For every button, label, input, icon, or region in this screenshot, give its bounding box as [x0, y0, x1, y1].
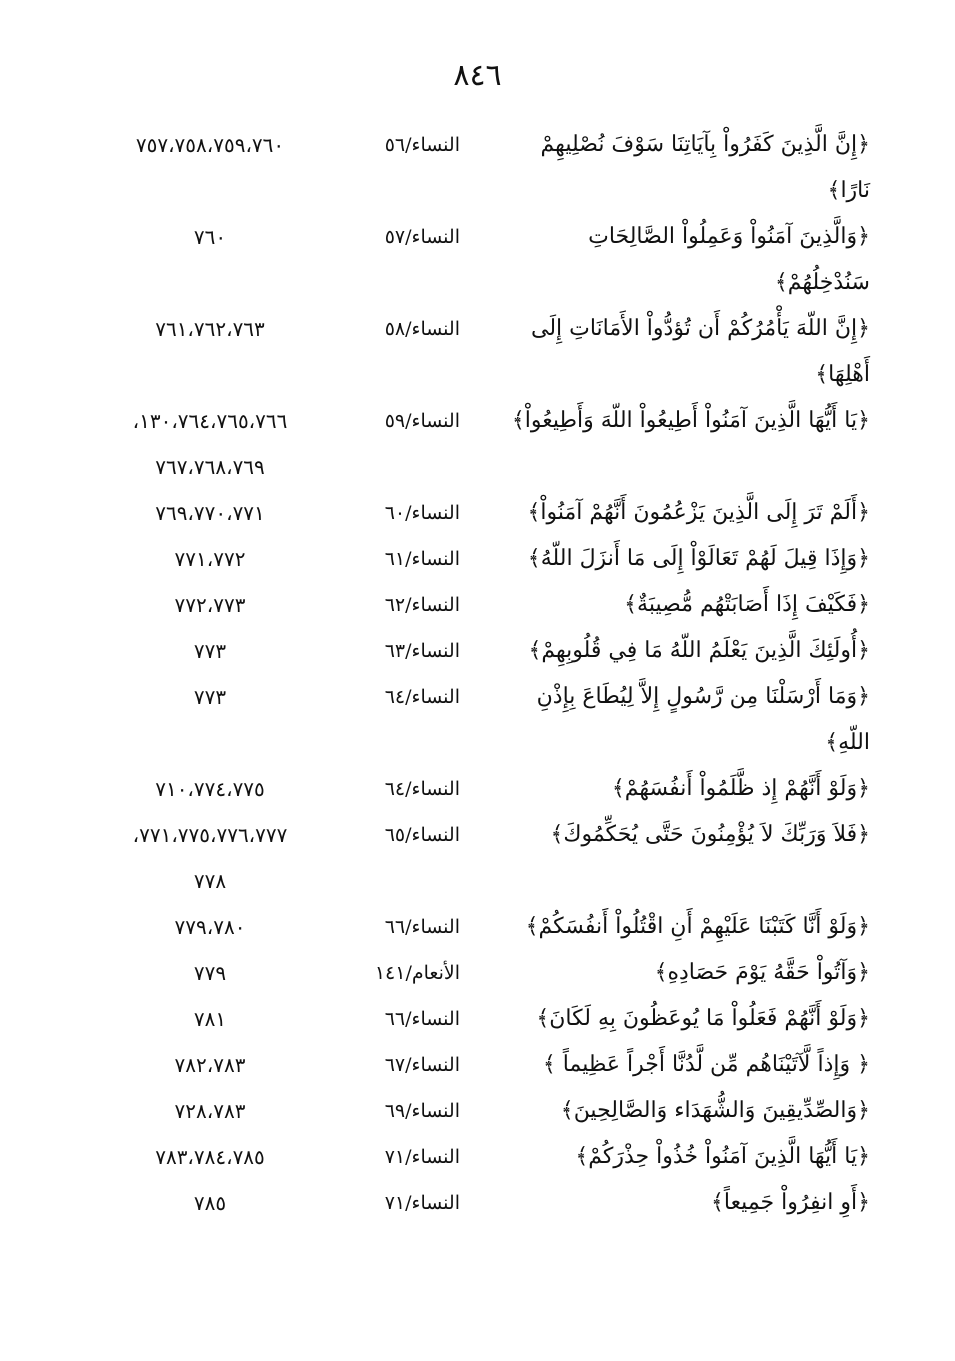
page-numbers: ٧٧٩،٧٨٠: [174, 915, 246, 939]
verse-text: ﴿وَمَا أَرْسَلْنَا مِن رَّسُولٍ إِلاَّ لِيُطَاعَ بِإِذْنِ: [536, 684, 870, 709]
verse-text: ﴿إِنَّ الَّذِينَ كَفَرُواْ بِآيَاتِنَا سَوْفَ نُصْلِيهِمْ: [540, 132, 870, 157]
index-row: [100, 536, 870, 582]
verse-text: ﴿وَلَوْ أَنَّهُمْ إِذ ظَّلَمُواْ أَنفُسَهُمْ﴾: [611, 776, 870, 801]
page-numbers: ٧٧٣: [193, 685, 227, 709]
verse-text: ﴿وَإِذَا قِيلَ لَهُمْ تَعَالَوْاْ إِلَى مَا أَنزَلَ اللّهُ﴾: [527, 546, 870, 571]
page-numbers: ٧٢٨،٧٨٣: [174, 1099, 246, 1123]
surah-reference: النساء/٦٢: [384, 594, 460, 616]
verse-text: ﴿وَالَّذِينَ آمَنُواْ وَعَمِلُواْ الصَّالِحَاتِ: [588, 224, 870, 249]
surah-reference: النساء/٦٤: [384, 778, 460, 800]
page-numbers: ٧٧٣: [193, 639, 227, 663]
surah-reference: النساء/٦٣: [384, 640, 460, 662]
surah-reference: النساء/٦٦: [384, 916, 460, 938]
index-row: [100, 398, 870, 490]
verse-text: ﴿إِنَّ اللّهَ يَأْمُرُكُمْ أَن تُؤدُّواْ الأَمَانَاتِ إِلَى: [530, 316, 870, 341]
index-row: [100, 812, 870, 904]
surah-reference: النساء/٧١: [384, 1146, 460, 1168]
page-number: ٨٤٦: [453, 58, 502, 93]
verse-text: ﴿وَلَوْ أَنَّهُمْ فَعَلُواْ مَا يُوعَظُونَ بِهِ لَكَانَ﴾: [536, 1006, 870, 1031]
verse-text: ﴿وَلَوْ أَنَّا كَتَبْنَا عَلَيْهِمْ أَنِ اقْتُلُواْ أَنفُسَكُمْ﴾: [525, 914, 870, 939]
page-numbers: ٧٦١،٧٦٢،٧٦٣: [155, 317, 265, 341]
page-numbers: ٧٨١: [193, 1007, 227, 1031]
page-numbers: ٧٦٩،٧٧٠،٧٧١: [155, 501, 265, 525]
index-row: [100, 1134, 870, 1180]
index-row: [100, 628, 870, 674]
page-numbers: ٧٦٠: [193, 225, 227, 249]
page-numbers-continuation: ٧٧٨: [193, 869, 227, 893]
surah-reference: النساء/٥٩: [384, 410, 460, 432]
page-numbers: ٧١٠،٧٧٤،٧٧٥: [155, 777, 265, 801]
index-row: [100, 306, 870, 398]
index-row: [100, 1088, 870, 1134]
surah-reference: النساء/٦٩: [384, 1100, 460, 1122]
index-row: [100, 490, 870, 536]
page-numbers: ٧٧٩: [193, 961, 227, 985]
verse-text-continuation: نَارًا﴾: [827, 178, 870, 203]
verse-text: ﴿فَكَيْفَ إِذَا أَصَابَتْهُم مُّصِيبَةٌ﴾: [624, 592, 870, 617]
surah-reference: النساء/٥٨: [384, 318, 460, 340]
page-numbers: ٧٨٢،٧٨٣: [174, 1053, 246, 1077]
index-row: [100, 904, 870, 950]
index-row: [100, 1042, 870, 1088]
index-row: [100, 996, 870, 1042]
verse-text: ﴿يَا أَيُّهَا الَّذِينَ آمَنُواْ خُذُواْ حِذْرَكُمْ﴾: [575, 1144, 870, 1169]
page-numbers: ٧٧١،٧٧٢: [174, 547, 246, 571]
verse-text: ﴿وَآتُواْ حَقَّهُ يَوْمَ حَصَادِهِ﴾: [654, 960, 870, 985]
index-row: [100, 1180, 870, 1226]
verse-text: ﴿أُولَئِكَ الَّذِينَ يَعْلَمُ اللّهُ مَا فِي قُلُوبِهِمْ﴾: [528, 638, 870, 663]
page-numbers: ٧٥٧،٧٥٨،٧٥٩،٧٦٠: [135, 133, 285, 157]
page-numbers: ١٣٠،٧٦٤،٧٦٥،٧٦٦،: [132, 409, 288, 433]
verse-text: ﴿أَلَمْ تَرَ إِلَى الَّذِينَ يَزْعُمُونَ أَنَّهُمْ آمَنُواْ﴾: [527, 500, 870, 525]
verse-text: ﴿يَا أَيُّهَا الَّذِينَ آمَنُواْ أَطِيعُواْ اللّهَ وَأَطِيعُواْ﴾: [511, 408, 870, 433]
page-numbers: ٧٨٣،٧٨٤،٧٨٥: [155, 1145, 265, 1169]
index-row: [100, 766, 870, 812]
verse-text-continuation: أَهْلِهَا﴾: [815, 362, 870, 387]
index-row: [100, 122, 870, 214]
index-row: [100, 674, 870, 766]
verse-text: ﴿وَالصِّدِّيقِينَ وَالشُّهَدَاء وَالصَّالِحِينَ﴾: [560, 1098, 870, 1123]
verse-index-table: [100, 122, 870, 1226]
surah-reference: النساء/٦٠: [384, 502, 460, 524]
page-numbers: ٧٨٥: [193, 1191, 227, 1215]
verse-text: ﴿أَوِ انفِرُواْ جَمِيعاً﴾: [710, 1190, 870, 1215]
index-row: [100, 582, 870, 628]
surah-reference: النساء/٧١: [384, 1192, 460, 1214]
surah-reference: النساء/٦١: [384, 548, 460, 570]
verse-text-continuation: اللّهِ﴾: [825, 730, 870, 755]
surah-reference: النساء/٦٧: [384, 1054, 460, 1076]
surah-reference: الأنعام/١٤١: [374, 962, 460, 984]
surah-reference: النساء/٥٧: [384, 226, 460, 248]
surah-reference: النساء/٦٥: [384, 824, 460, 846]
surah-reference: النساء/٦٤: [384, 686, 460, 708]
index-row: [100, 214, 870, 306]
page-numbers: ٧٧٢،٧٧٣: [174, 593, 246, 617]
index-row: [100, 950, 870, 996]
verse-text: ﴿فَلاَ وَرَبِّكَ لاَ يُؤْمِنُونَ حَتَّى يُحَكِّمُوكَ﴾: [550, 822, 870, 847]
page-numbers-continuation: ٧٦٧،٧٦٨،٧٦٩: [155, 455, 265, 479]
verse-text-continuation: سَنُدْخِلُهُمْ﴾: [774, 270, 870, 295]
page-numbers: ٧٧١،٧٧٥،٧٧٦،٧٧٧،: [132, 823, 288, 847]
verse-text: ﴿ وَإِذاً لَّآتَيْنَاهُم مِّن لَّدُنَّا أَجْراً عَظِيماً ﴾: [542, 1052, 870, 1077]
surah-reference: النساء/٥٦: [384, 134, 460, 156]
surah-reference: النساء/٦٦: [384, 1008, 460, 1030]
